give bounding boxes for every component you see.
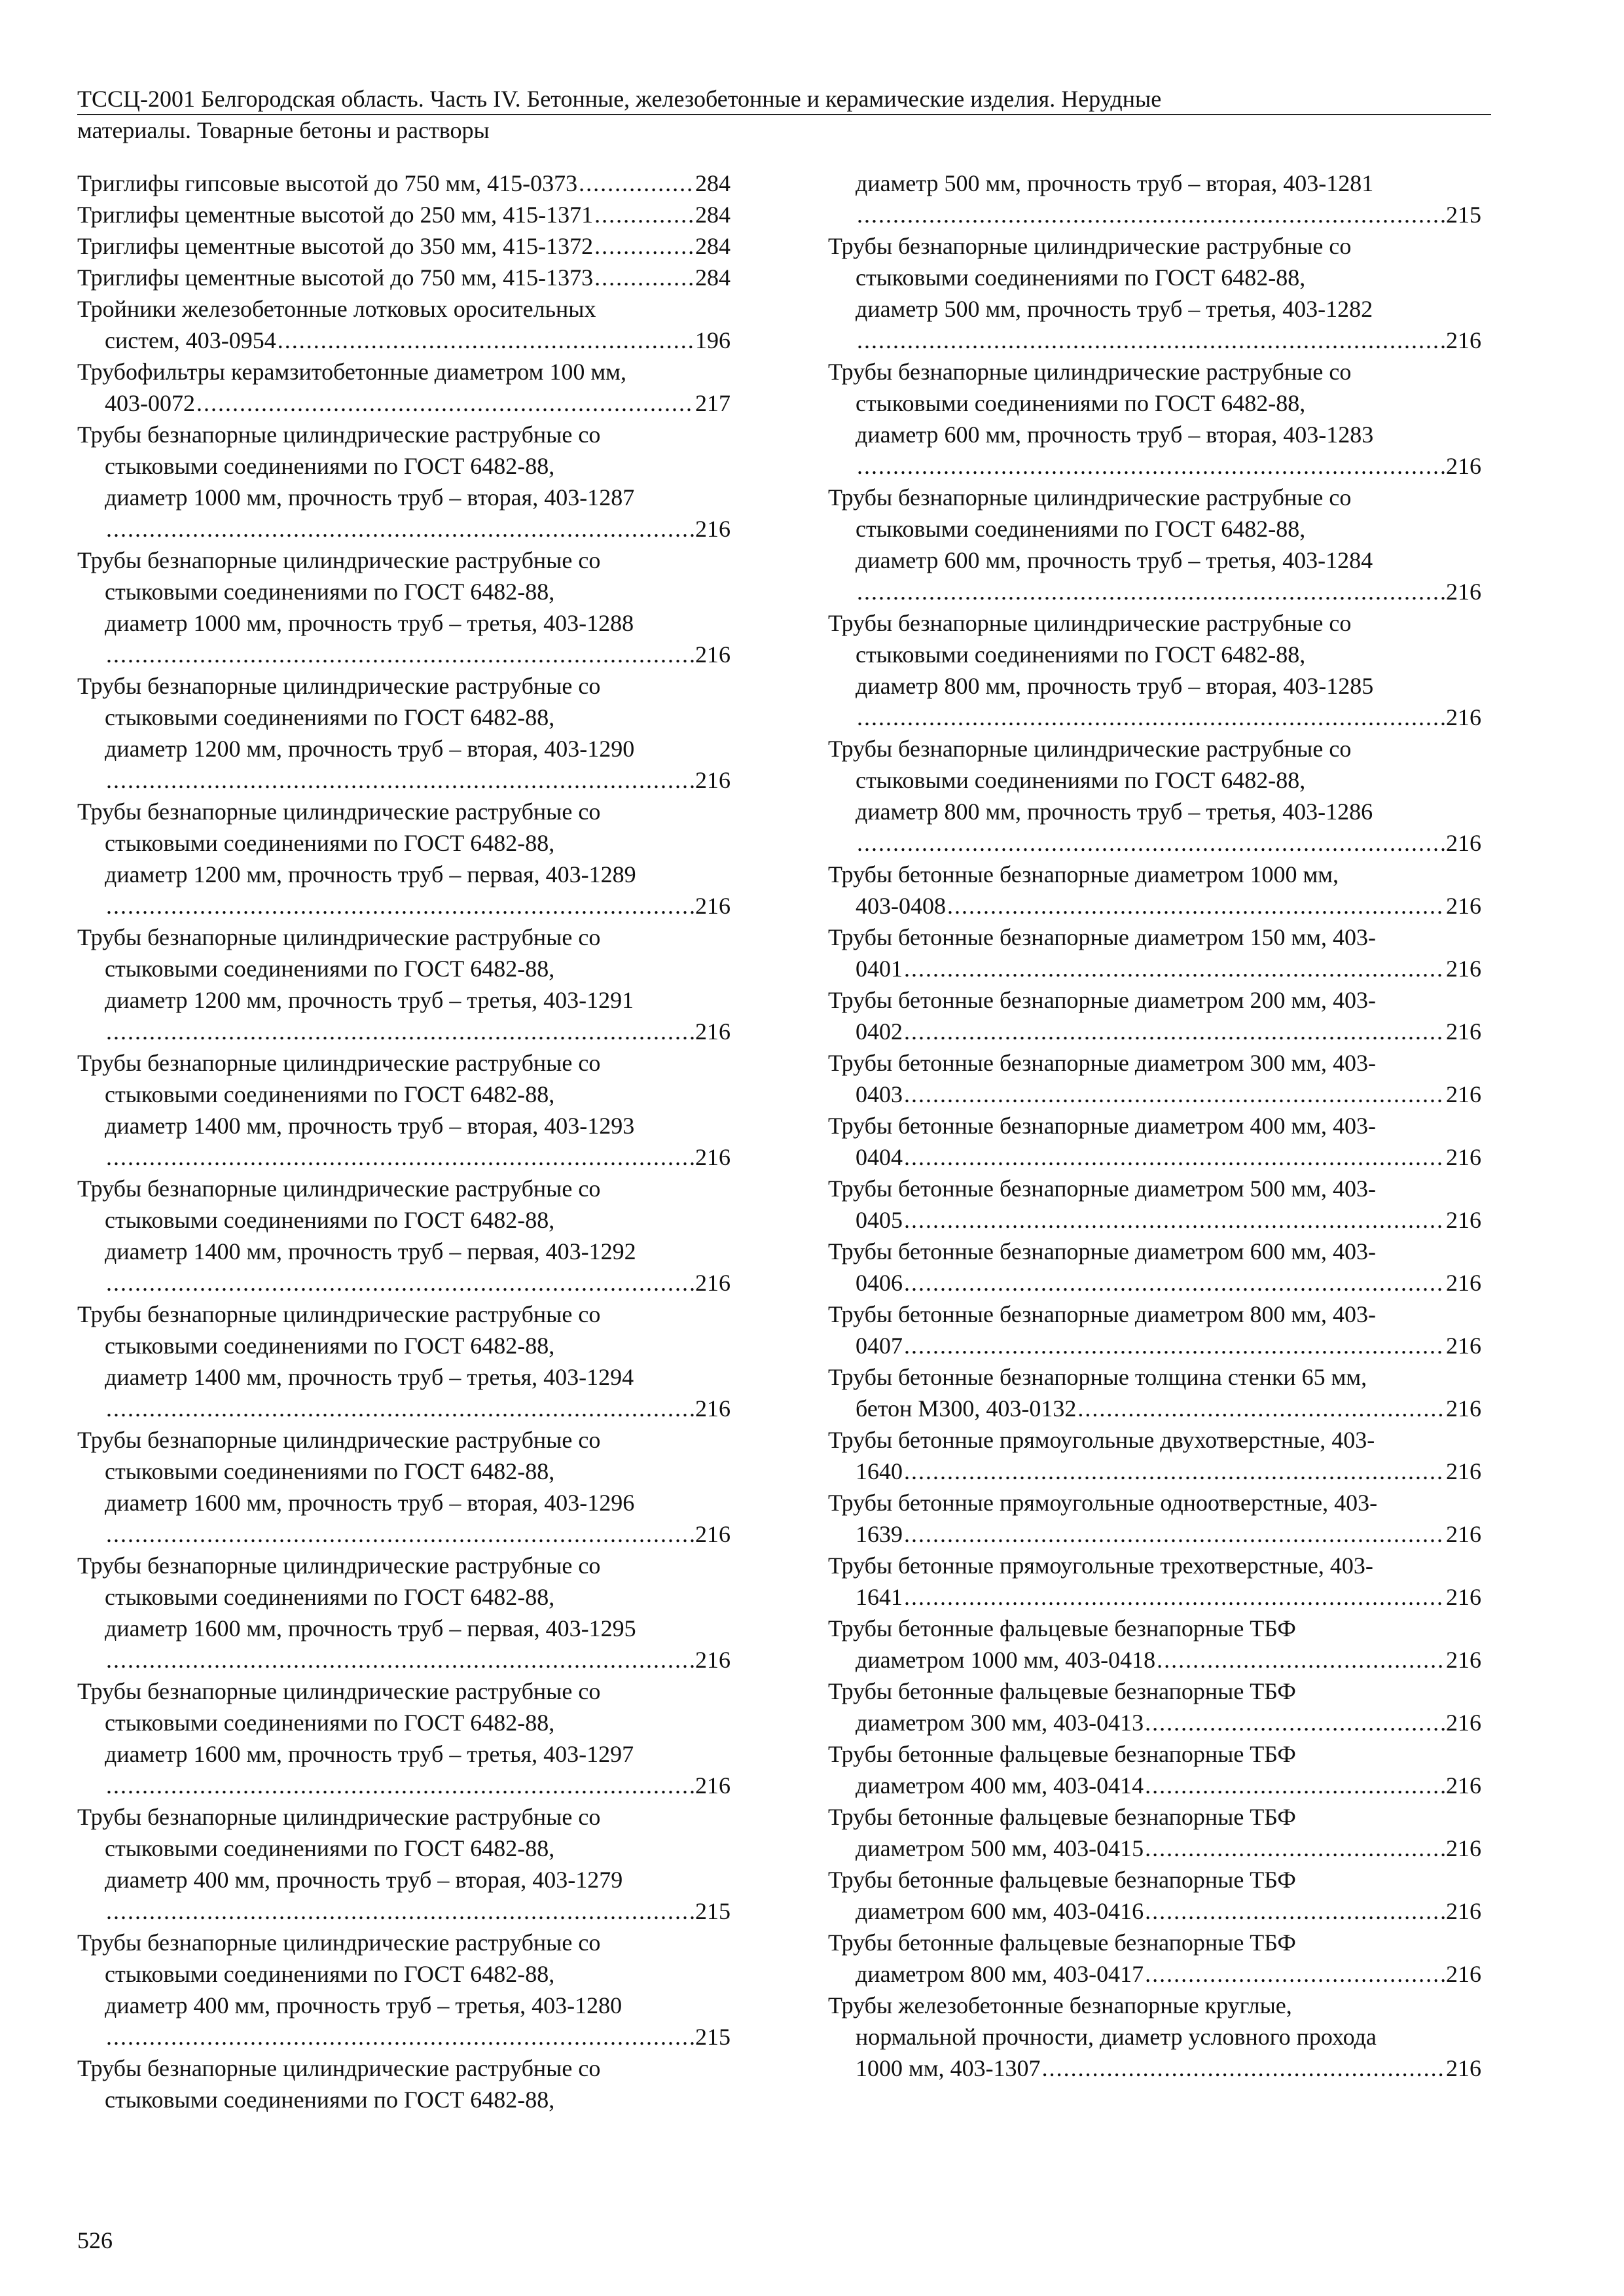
entry-page-number: 216 <box>1446 1584 1481 1610</box>
entry-text-line: Трубы бетонные безнапорные толщина стенки 65 мм, <box>828 1364 1367 1390</box>
dot-leader <box>857 827 1445 859</box>
entry-text-line: Трубы бетонные прямоугольные трехотверстные, 403- <box>828 1552 1373 1579</box>
entry-leader-line <box>856 1833 1481 1864</box>
entry-leader-line <box>105 2021 731 2053</box>
entry-text-line: диаметр 1200 мм, прочность труб – первая, 403-1289 <box>105 861 636 888</box>
entry-text-line: диаметром 1000 мм, 403-0418 <box>856 1647 1156 1673</box>
entry-text-line: Трубы бетонные фальцевые безнапорные ТБФ <box>828 1804 1296 1830</box>
entry-text-line: Триглифы цементные высотой до 250 мм, 415-1371 <box>77 202 594 228</box>
entry-leader-line <box>856 1770 1481 1801</box>
entry-text-line: 0403 <box>856 1081 903 1107</box>
entry-page-number: 216 <box>1446 1395 1481 1422</box>
entry-page-number: 216 <box>1446 1207 1481 1233</box>
entry-text-line: диаметром 800 мм, 403-0417 <box>856 1961 1144 1987</box>
entry-text-line: стыковыми соединениями по ГОСТ 6482-88, <box>856 641 1306 668</box>
dot-leader <box>106 1393 694 1424</box>
entry-text-line: стыковыми соединениями по ГОСТ 6482-88, <box>856 390 1306 416</box>
dot-leader <box>904 1456 1445 1487</box>
entry-text-line: 403-0408 <box>856 893 946 919</box>
entry-text-line: стыковыми соединениями по ГОСТ 6482-88, <box>856 264 1306 291</box>
entry-text-line: стыковыми соединениями по ГОСТ 6482-88, <box>105 2087 555 2113</box>
entry-text-line: диаметром 500 мм, 403-0415 <box>856 1835 1144 1861</box>
dot-leader <box>278 325 694 356</box>
entry-text-line: диаметр 500 мм, прочность труб – третья, 403-1282 <box>856 296 1373 322</box>
entry-text-line: диаметром 400 мм, 403-0414 <box>856 1772 1144 1799</box>
entry-leader-line <box>856 953 1481 984</box>
dot-leader <box>1145 1770 1445 1801</box>
dot-leader <box>106 1895 694 1927</box>
entry-text-line: Трубы бетонные безнапорные диаметром 400 мм, 403- <box>828 1113 1377 1139</box>
entry-text-line: 0407 <box>856 1333 903 1359</box>
entry-leader-line <box>856 1895 1481 1927</box>
dot-leader <box>106 1770 694 1801</box>
entry-leader-line <box>856 576 1481 607</box>
index-entry <box>828 1738 1481 1801</box>
dot-leader <box>106 764 694 796</box>
dot-leader <box>106 1141 694 1173</box>
entry-text-line: Трубы бетонные безнапорные диаметром 200 мм, 403- <box>828 987 1377 1013</box>
entry-page-number: 284 <box>695 170 731 196</box>
entry-text-line: Трубы безнапорные цилиндрические раструбные со <box>77 1427 601 1453</box>
entry-page-number: 216 <box>1446 579 1481 605</box>
dot-leader <box>106 1016 694 1047</box>
entry-text-line: Трубы бетонные безнапорные диаметром 1000 мм, <box>828 861 1339 888</box>
index-entry <box>828 1047 1481 1110</box>
dot-leader <box>594 262 694 293</box>
dot-leader <box>857 450 1445 482</box>
entry-text-line: стыковыми соединениями по ГОСТ 6482-88, <box>856 516 1306 542</box>
entry-page-number: 216 <box>1446 1772 1481 1799</box>
index-entry <box>828 1927 1481 1990</box>
index-entry <box>77 1424 731 1550</box>
index-entry <box>828 922 1481 984</box>
entry-page-number: 216 <box>1446 1647 1481 1673</box>
entry-page-number: 216 <box>1446 956 1481 982</box>
dot-leader <box>857 325 1445 356</box>
dot-leader <box>947 890 1445 922</box>
index-entry <box>77 199 731 230</box>
entry-page-number: 216 <box>1446 1898 1481 1924</box>
entry-text-line: Трубы безнапорные цилиндрические раструбные со <box>77 1050 601 1076</box>
entry-leader-line <box>856 1016 1481 1047</box>
entry-text-line: Трубы безнапорные цилиндрические раструбные со <box>77 1678 601 1704</box>
entry-text-line: Трубы бетонные фальцевые безнапорные ТБФ <box>828 1929 1296 1956</box>
index-entry <box>77 1927 731 2053</box>
dot-leader <box>106 890 694 922</box>
entry-text-line: стыковыми соединениями по ГОСТ 6482-88, <box>105 704 555 730</box>
entry-text-line: Трубы безнапорные цилиндрические раструбные со <box>77 1301 601 1327</box>
entry-text-line: Трубы безнапорные цилиндрические раструбные со <box>77 924 601 950</box>
entry-text-line: Трубы безнапорные цилиндрические раструбные со <box>77 798 601 825</box>
dot-leader <box>106 2021 694 2053</box>
entry-leader-line <box>77 262 731 293</box>
dot-leader <box>594 230 694 262</box>
entry-text-line: Трубы бетонные прямоугольные двухотверстные, 403- <box>828 1427 1375 1453</box>
index-entry <box>828 1613 1481 1676</box>
entry-leader-line <box>105 1016 731 1047</box>
entry-text-line: Трубы безнапорные цилиндрические раструбные со <box>77 422 601 448</box>
entry-leader-line <box>856 1204 1481 1236</box>
dot-leader <box>1077 1393 1445 1424</box>
dot-leader <box>1145 1958 1445 1990</box>
index-entry <box>77 922 731 1047</box>
entry-text-line: 0406 <box>856 1270 903 1296</box>
entry-leader-line <box>105 1644 731 1676</box>
entry-page-number: 216 <box>695 1018 731 1045</box>
dot-leader <box>106 639 694 670</box>
entry-page-number: 216 <box>1446 1270 1481 1296</box>
entry-text-line: стыковыми соединениями по ГОСТ 6482-88, <box>856 767 1306 793</box>
index-entry <box>77 168 731 199</box>
page-number: 526 <box>77 2227 113 2253</box>
entry-page-number: 216 <box>1446 1961 1481 1987</box>
entry-text-line: Триглифы цементные высотой до 350 мм, 415-1372 <box>77 233 594 259</box>
entry-text-line: стыковыми соединениями по ГОСТ 6482-88, <box>105 1081 555 1107</box>
index-entry <box>828 1676 1481 1738</box>
index-entry <box>77 670 731 796</box>
entry-leader-line <box>856 702 1481 733</box>
dot-leader <box>1145 1833 1445 1864</box>
index-entry <box>828 168 1481 230</box>
index-entry <box>828 356 1481 482</box>
entry-leader-line <box>856 1079 1481 1110</box>
entry-page-number: 216 <box>1446 1835 1481 1861</box>
dot-leader <box>904 1581 1445 1613</box>
index-entry <box>77 545 731 670</box>
index-entry <box>77 1550 731 1676</box>
dot-leader <box>904 1079 1445 1110</box>
index-entry <box>77 1047 731 1173</box>
entry-text-line: стыковыми соединениями по ГОСТ 6482-88, <box>105 1207 555 1233</box>
index-entry <box>77 2053 731 2115</box>
index-entry <box>77 356 731 419</box>
index-entry <box>77 293 731 356</box>
index-entry <box>828 482 1481 607</box>
index-entry <box>828 1990 1481 2084</box>
entry-page-number: 216 <box>1446 327 1481 353</box>
entry-leader-line <box>856 1456 1481 1487</box>
entry-text-line: 1639 <box>856 1521 903 1547</box>
index-entry <box>828 1487 1481 1550</box>
entry-page-number: 216 <box>695 1144 731 1170</box>
entry-text-line: диаметр 1000 мм, прочность труб – третья, 403-1288 <box>105 610 634 636</box>
entry-leader-line <box>856 325 1481 356</box>
index-entry <box>77 419 731 545</box>
entry-text-line: диаметр 1200 мм, прочность труб – вторая, 403-1290 <box>105 736 635 762</box>
entry-text-line: 0401 <box>856 956 903 982</box>
entry-text-line: Триглифы цементные высотой до 750 мм, 415-1373 <box>77 264 594 291</box>
entry-text-line: нормальной прочности, диаметр условного прохода <box>856 2024 1377 2050</box>
entry-text-line: Трубы бетонные фальцевые безнапорные ТБФ <box>828 1678 1296 1704</box>
entry-text-line: 0405 <box>856 1207 903 1233</box>
entry-page-number: 216 <box>1446 1333 1481 1359</box>
entry-text-line: Трубы бетонные безнапорные диаметром 300 мм, 403- <box>828 1050 1377 1076</box>
entry-text-line: Трубы бетонные безнапорные диаметром 800 мм, 403- <box>828 1301 1377 1327</box>
entry-text-line: Трубофильтры керамзитобетонные диаметром 100 мм, <box>77 359 626 385</box>
entry-page-number: 216 <box>695 1772 731 1799</box>
entry-text-line: стыковыми соединениями по ГОСТ 6482-88, <box>105 1584 555 1610</box>
running-header <box>77 84 1491 145</box>
dot-leader <box>1157 1644 1445 1676</box>
entry-page-number: 216 <box>695 767 731 793</box>
index-entry <box>828 859 1481 922</box>
entry-page-number: 215 <box>695 1898 731 1924</box>
index-entry <box>828 1550 1481 1613</box>
dot-leader <box>106 1518 694 1550</box>
entry-leader-line <box>105 639 731 670</box>
dot-leader <box>106 1644 694 1676</box>
entry-leader-line <box>856 1330 1481 1361</box>
entry-text-line: стыковыми соединениями по ГОСТ 6482-88, <box>105 830 555 856</box>
entry-text-line: бетон М300, 403-0132 <box>856 1395 1077 1422</box>
entry-text-line: Трубы безнапорные цилиндрические раструбные со <box>77 673 601 699</box>
entry-text-line: Трубы железобетонные безнапорные круглые, <box>828 1992 1292 2018</box>
entry-text-line: диаметр 1000 мм, прочность труб – вторая, 403-1287 <box>105 484 635 511</box>
entry-text-line: Трубы безнапорные цилиндрические раструбные со <box>828 484 1352 511</box>
entry-leader-line <box>105 387 731 419</box>
index-entry <box>77 1801 731 1927</box>
entry-page-number: 216 <box>1446 2055 1481 2081</box>
dot-leader <box>904 1204 1445 1236</box>
entry-text-line: 1000 мм, 403-1307 <box>856 2055 1041 2081</box>
entry-leader-line <box>856 1393 1481 1424</box>
entry-leader-line <box>105 1393 731 1424</box>
entry-leader-line <box>105 764 731 796</box>
index-entry <box>828 984 1481 1047</box>
dot-leader <box>904 1267 1445 1299</box>
entry-text-line: диаметр 600 мм, прочность труб – третья, 403-1284 <box>856 547 1373 573</box>
entry-text-line: диаметр 1400 мм, прочность труб – вторая, 403-1293 <box>105 1113 635 1139</box>
entry-leader-line <box>77 199 731 230</box>
header-line-2: материалы. Товарные бетоны и растворы <box>77 117 490 143</box>
dot-leader <box>106 513 694 545</box>
entry-page-number: 216 <box>1446 1081 1481 1107</box>
entry-text-line: Трубы бетонные фальцевые безнапорные ТБФ <box>828 1867 1296 1893</box>
entry-page-number: 216 <box>1446 1521 1481 1547</box>
entry-text-line: Трубы безнапорные цилиндрические раструбные со <box>77 1804 601 1830</box>
dot-leader <box>106 1267 694 1299</box>
entry-leader-line <box>856 827 1481 859</box>
entry-page-number: 216 <box>1446 830 1481 856</box>
entry-text-line: Трубы безнапорные цилиндрические раструбные со <box>828 233 1352 259</box>
entry-leader-line <box>856 1267 1481 1299</box>
dot-leader <box>857 702 1445 733</box>
index-entry <box>77 230 731 262</box>
entry-text-line: диаметр 400 мм, прочность труб – вторая, 403-1279 <box>105 1867 623 1893</box>
entry-text-line: 1641 <box>856 1584 903 1610</box>
entry-text-line: диаметр 1600 мм, прочность труб – третья, 403-1297 <box>105 1741 634 1767</box>
index-column-right <box>828 168 1481 2084</box>
entry-page-number: 216 <box>1446 453 1481 479</box>
entry-text-line: Трубы безнапорные цилиндрические раструбные со <box>77 547 601 573</box>
entry-text-line: Трубы безнапорные цилиндрические раструбные со <box>828 359 1352 385</box>
entry-text-line: Трубы безнапорные цилиндрические раструбные со <box>77 1552 601 1579</box>
entry-page-number: 284 <box>695 202 731 228</box>
index-entry <box>828 230 1481 356</box>
entry-page-number: 216 <box>695 1270 731 1296</box>
entry-text-line: стыковыми соединениями по ГОСТ 6482-88, <box>105 1961 555 1987</box>
entry-text-line: Трубы бетонные фальцевые безнапорные ТБФ <box>828 1741 1296 1767</box>
entry-text-line: диаметр 1600 мм, прочность труб – вторая, 403-1296 <box>105 1490 635 1516</box>
entry-text-line: диаметр 500 мм, прочность труб – вторая, 403-1281 <box>856 170 1374 196</box>
entry-text-line: диаметром 600 мм, 403-0416 <box>856 1898 1144 1924</box>
entry-text-line: Трубы безнапорные цилиндрические раструбные со <box>77 2055 601 2081</box>
index-entry <box>828 1299 1481 1361</box>
entry-text-line: Трубы безнапорные цилиндрические раструбные со <box>77 1929 601 1956</box>
dot-leader <box>904 1141 1445 1173</box>
entry-text-line: диаметром 300 мм, 403-0413 <box>856 1710 1144 1736</box>
entry-leader-line <box>856 1518 1481 1550</box>
entry-page-number: 216 <box>695 1647 731 1673</box>
entry-text-line: стыковыми соединениями по ГОСТ 6482-88, <box>105 956 555 982</box>
entry-leader-line <box>77 230 731 262</box>
entry-text-line: систем, 403-0954 <box>105 327 276 353</box>
entry-page-number: 216 <box>1446 1710 1481 1736</box>
entry-leader-line <box>105 1895 731 1927</box>
entry-leader-line <box>105 1141 731 1173</box>
index-entry <box>77 1173 731 1299</box>
entry-leader-line <box>856 1707 1481 1738</box>
entry-text-line: диаметр 1600 мм, прочность труб – первая, 403-1295 <box>105 1615 636 1641</box>
header-line-1: ТССЦ-2001 Белгородская область. Часть IV. Бетонные, железобетонные и керамические изделия. Нерудные <box>77 84 1491 115</box>
dot-leader <box>594 199 694 230</box>
entry-page-number: 216 <box>695 641 731 668</box>
entry-leader-line <box>856 450 1481 482</box>
entry-page-number: 215 <box>1446 202 1481 228</box>
entry-leader-line <box>856 1581 1481 1613</box>
dot-leader <box>196 387 694 419</box>
dot-leader <box>579 168 694 199</box>
entry-leader-line <box>856 890 1481 922</box>
dot-leader <box>904 1518 1445 1550</box>
entry-text-line: 1640 <box>856 1458 903 1484</box>
entry-text-line: Трубы безнапорные цилиндрические раструбные со <box>828 610 1352 636</box>
entry-leader-line <box>105 325 731 356</box>
dot-leader <box>904 953 1445 984</box>
entry-leader-line <box>105 890 731 922</box>
entry-text-line: стыковыми соединениями по ГОСТ 6482-88, <box>105 1458 555 1484</box>
entry-leader-line <box>856 199 1481 230</box>
index-entry <box>828 1864 1481 1927</box>
entry-text-line: диаметр 1200 мм, прочность труб – третья, 403-1291 <box>105 987 634 1013</box>
entry-text-line: диаметр 600 мм, прочность труб – вторая, 403-1283 <box>856 422 1374 448</box>
entry-leader-line <box>856 2053 1481 2084</box>
entry-text-line: Трубы бетонные прямоугольные одноотверстные, 403- <box>828 1490 1378 1516</box>
entry-leader-line <box>105 1518 731 1550</box>
index-entry <box>828 1110 1481 1173</box>
entry-text-line: диаметр 1400 мм, прочность труб – первая, 403-1292 <box>105 1238 636 1265</box>
entry-text-line: Трубы бетонные безнапорные диаметром 150 мм, 403- <box>828 924 1377 950</box>
entry-page-number: 216 <box>1446 704 1481 730</box>
entry-text-line: диаметр 400 мм, прочность труб – третья, 403-1280 <box>105 1992 623 2018</box>
dot-leader <box>857 199 1445 230</box>
index-entry <box>828 1236 1481 1299</box>
index-entry <box>77 262 731 293</box>
dot-leader <box>857 576 1445 607</box>
index-entry <box>828 1361 1481 1424</box>
entry-page-number: 215 <box>695 2024 731 2050</box>
entry-page-number: 216 <box>1446 1458 1481 1484</box>
index-entry <box>828 1801 1481 1864</box>
entry-page-number: 216 <box>695 516 731 542</box>
index-entry <box>828 607 1481 733</box>
entry-text-line: стыковыми соединениями по ГОСТ 6482-88, <box>105 579 555 605</box>
entry-page-number: 216 <box>1446 1018 1481 1045</box>
entry-leader-line <box>856 1958 1481 1990</box>
index-entry <box>828 733 1481 859</box>
entry-leader-line <box>105 513 731 545</box>
entry-page-number: 217 <box>695 390 731 416</box>
entry-text-line: Тройники железобетонные лотковых оросительных <box>77 296 596 322</box>
entry-page-number: 216 <box>695 1521 731 1547</box>
entry-page-number: 216 <box>695 1395 731 1422</box>
index-entry <box>828 1424 1481 1487</box>
index-column-left <box>77 168 731 2115</box>
entry-text-line: стыковыми соединениями по ГОСТ 6482-88, <box>105 453 555 479</box>
entry-page-number: 196 <box>695 327 731 353</box>
entry-text-line: Трубы бетонные фальцевые безнапорные ТБФ <box>828 1615 1296 1641</box>
dot-leader <box>904 1016 1445 1047</box>
entry-text-line: Триглифы гипсовые высотой до 750 мм, 415-0373 <box>77 170 578 196</box>
dot-leader <box>1042 2053 1445 2084</box>
entry-page-number: 284 <box>695 264 731 291</box>
entry-text-line: Трубы безнапорные цилиндрические раструбные со <box>77 1175 601 1202</box>
entry-leader-line <box>856 1141 1481 1173</box>
index-entry <box>77 1676 731 1801</box>
entry-page-number: 216 <box>1446 893 1481 919</box>
index-entry <box>77 1299 731 1424</box>
entry-text-line: Трубы бетонные безнапорные диаметром 500 мм, 403- <box>828 1175 1377 1202</box>
dot-leader <box>1145 1707 1445 1738</box>
entry-text-line: стыковыми соединениями по ГОСТ 6482-88, <box>105 1835 555 1861</box>
entry-text-line: диаметр 800 мм, прочность труб – вторая, 403-1285 <box>856 673 1374 699</box>
entry-text-line: 403-0072 <box>105 390 195 416</box>
entry-text-line: диаметр 800 мм, прочность труб – третья, 403-1286 <box>856 798 1373 825</box>
entry-leader-line <box>105 1770 731 1801</box>
entry-text-line: Трубы безнапорные цилиндрические раструбные со <box>828 736 1352 762</box>
dot-leader <box>904 1330 1445 1361</box>
entry-page-number: 216 <box>1446 1144 1481 1170</box>
entry-page-number: 284 <box>695 233 731 259</box>
index-entry <box>828 1173 1481 1236</box>
entry-text-line: стыковыми соединениями по ГОСТ 6482-88, <box>105 1710 555 1736</box>
entry-leader-line <box>856 1644 1481 1676</box>
entry-leader-line <box>77 168 731 199</box>
entry-text-line: диаметр 1400 мм, прочность труб – третья, 403-1294 <box>105 1364 634 1390</box>
entry-leader-line <box>105 1267 731 1299</box>
entry-text-line: стыковыми соединениями по ГОСТ 6482-88, <box>105 1333 555 1359</box>
dot-leader <box>1145 1895 1445 1927</box>
entry-text-line: Трубы бетонные безнапорные диаметром 600 мм, 403- <box>828 1238 1377 1265</box>
entry-text-line: 0402 <box>856 1018 903 1045</box>
entry-text-line: 0404 <box>856 1144 903 1170</box>
index-entry <box>77 796 731 922</box>
entry-page-number: 216 <box>695 893 731 919</box>
